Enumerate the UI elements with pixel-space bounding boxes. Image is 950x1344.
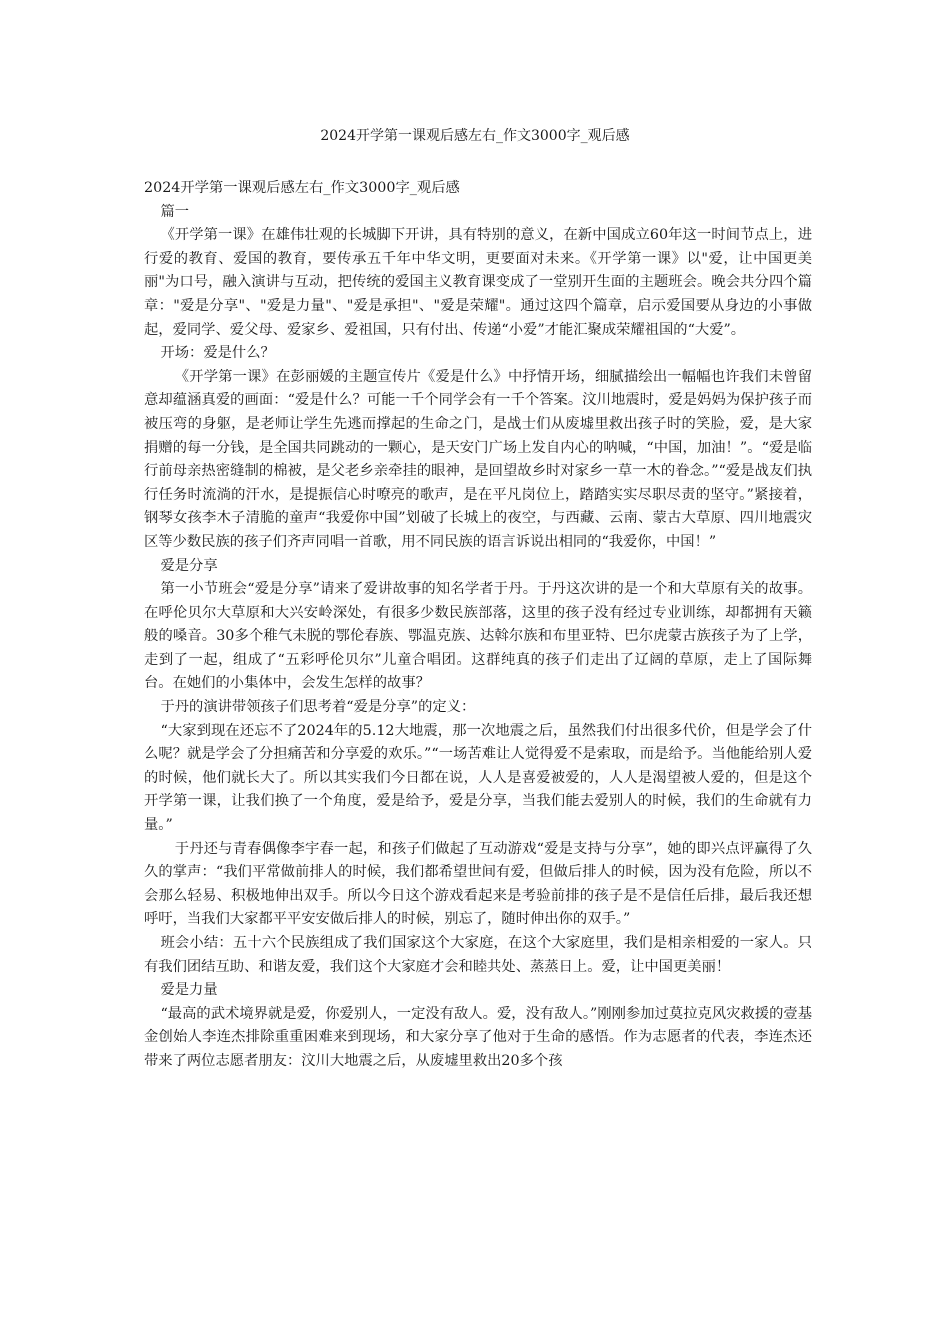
class-summary-paragraph: 班会小结：五十六个民族组成了我们国家这个大家庭，在这个大家庭里，我们是相亲相爱的一家人。只有我们团结互助、和谐友爱，我们这个大家庭才会和睦共处、蒸蒸日上。爱，让中国更美丽！: [144, 935, 812, 975]
sharing-paragraph: 第一小节班会“爱是分享”请来了爱讲故事的知名学者于丹。于丹这次讲的是一个和大草原有关的故事。在呼伦贝尔大草原和大兴安岭深处，有很多少数民族部落，这里的孩子没有经过专业训练，却都拥有天籁般的嗓音。30多个稚气未脱的鄂伦春族、鄂温克族、达斡尔族和布里亚特、巴尔虎蒙古族孩子为了上学，走到了一起，组成了“五彩呼伦贝尔”儿童合唱团。这群纯真的孩子们走出了辽阔的草原，走上了国际舞台。在她们的小集体中，会发生怎样的故事？: [144, 581, 812, 692]
document-body: [144, 177, 812, 1074]
sharing-quote-paragraph: “大家到现在还忘不了2024年的5.12大地震，那一次地震之后，虽然我们付出很多代价，但是学会了什么呢？就是学会了分担痛苦和分享爱的欢乐。”“一场苦难让人觉得爱不是索取，而是给予。当他能给别人爱的时候，他们就长大了。所以其实我们今日都在说，人人是喜爱被爱的，人人是渴望被人爱的，但是这个开学第一课，让我们换了一个角度，爱是给予，爱是分享，当我们能去爱别人的时候，我们的生命就有力量。”: [144, 722, 812, 834]
strength-paragraph: “最高的武术境界就是爱，你爱别人，一定没有敌人。爱，没有敌人。”刚刚参加过莫拉克风灾救援的壹基金创始人李连杰排除重重困难来到现场，和大家分享了他对于生命的感悟。作为志愿者的代表，李连杰还带来了两位志愿者朋友：汶川大地震之后，从废墟里救出20多个孩: [144, 1005, 812, 1069]
document-title: 2024开学第一课观后感左右_作文3000字_观后感: [320, 128, 630, 144]
section-heading-love-is-strength: 爱是力量: [160, 982, 218, 999]
section-heading-opening: 开场：爱是什么？: [160, 345, 275, 362]
game-paragraph: 于丹还与青春偶像李宇春一起，和孩子们做起了互动游戏“爱是支持与分享”，她的即兴点评赢得了久久的掌声：“我们平常做前排人的时候，我们都希望世间有爱，但做后排人的时候，因为没有危险，所以不会那么轻易、积极地伸出双手。所以今日这个游戏看起来是考验前排的孩子是不是信任后排，最后我还想呼吁，当我们大家都平平安安做后排人的时候，别忘了，随时伸出你的双手。”: [144, 840, 812, 928]
opening-paragraph: 《开学第一课》在彭丽媛的主题宣传片《爱是什么》中抒情开场，细腻描绘出一幅幅也许我们未曾留意却蕴涵真爱的画面：“爱是什么？可能一千个同学会有一千个答案。汶川地震时，爱是妈妈为保护孩子而被压弯的身躯，是老师让学生先逃而撑起的生命之门，是战士们从废墟里救出孩子时的笑脸，爱，是大家捐赠的每一分钱，是全国共同跳动的一颗心，是天安门广场上发自内心的呐喊，“中国，加油！”。“爱是临行前母亲热密缝制的棉被，是父老乡亲牵挂的眼神，是回望故乡时对家乡一草一木的眷念。”“爱是战友们执行任务时流淌的汗水，是提振信心时嘹亮的歌声，是在平凡岗位上，踏踏实实尽职尽责的坚守。”紧接着，钢琴女孩李木子清脆的童声“我爱你中国”划破了长城上的夜空，与西藏、云南、蒙古大草原、四川地震灾区等少数民族的孩子们齐声同唱一首歌，用不同民族的语言诉说出相同的“我爱你，中国！”: [144, 368, 812, 550]
section-heading-part-one: 篇一: [160, 203, 190, 220]
sharing-definition-intro: 于丹的演讲带领孩子们思考着“爱是分享”的定义：: [160, 699, 476, 716]
section-heading-love-is-sharing: 爱是分享: [160, 557, 218, 574]
document-subtitle: 2024开学第一课观后感左右_作文3000字_观后感: [144, 180, 460, 196]
intro-paragraph: 《开学第一课》在雄伟壮观的长城脚下开讲，具有特别的意义，在新中国成立60年这一时间节点上，进行爱的教育、爱国的教育，要传承五千年中华文明，更要面对未来。《开学第一课》以"爱，让中国更美丽"为口号，融入演讲与互动，把传统的爱国主义教育课变成了一堂别开生面的主题班会。晚会共分四个篇章："爱是分享"、"爱是力量"、"爱是承担"、"爱是荣耀"。通过这四个篇章，启示爱国要从身边的小事做起，爱同学、爱父母、爱家乡、爱祖国，只有付出、传递“小爱”才能汇聚成荣耀祖国的“大爱”。: [144, 227, 812, 338]
